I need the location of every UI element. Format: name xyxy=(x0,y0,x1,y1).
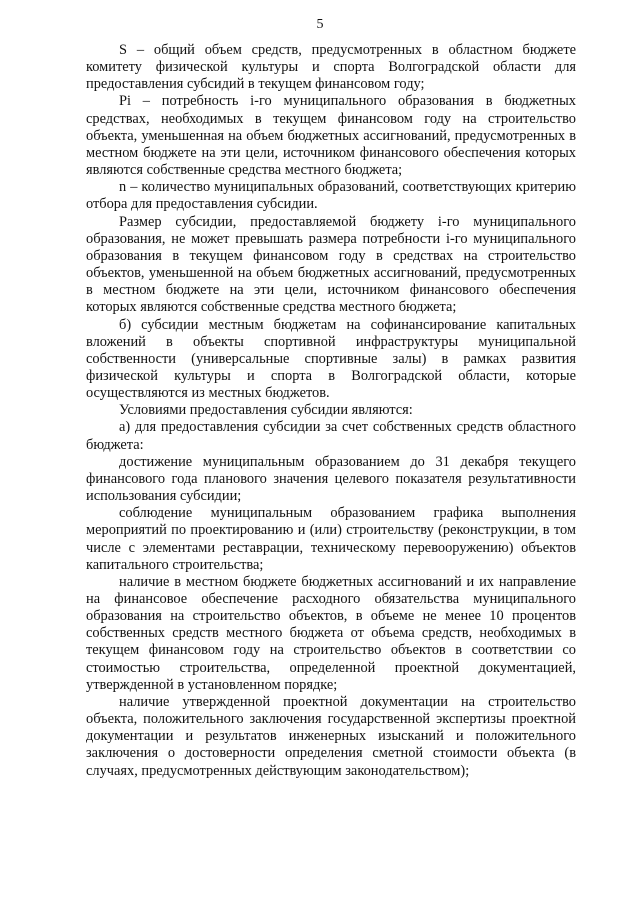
paragraph-condition-schedule: соблюдение муниципальным образованием графика выполнения мероприятий по проектированию и (или) строительству (реконструкции, в том числе с элементами реставрации, техническому перевооружению) объектов капитального строительства; xyxy=(86,505,576,573)
paragraph-pi-definition: Pi – потребность i-го муниципального образования в бюджетных средствах, необходимых в текущем финансовом году на строительство объекта, уменьшенная на объем бюджетных ассигнований, предусмотренных в местном бюджете на эти цели, источником финансового обеспечения которых являются собственные средства местного бюджета; xyxy=(86,93,576,179)
paragraph-condition-documentation: наличие утвержденной проектной документации на строительство объекта, положительного заключения государственной экспертизы проектной документации и результатов инженерных изысканий и положительного заключения о достоверности определения сметной стоимости объекта (в случаях, предусмотренных действующим законодательством); xyxy=(86,693,576,779)
paragraph-conditions-heading: Условиями предоставления субсидии являются: xyxy=(119,402,413,419)
paragraph-n-definition: n – количество муниципальных образований, соответствующих критерию отбора для предоставления субсидии. xyxy=(86,179,576,213)
paragraph-item-a: а) для предоставления субсидии за счет собственных средств областного бюджета: xyxy=(86,419,576,453)
paragraph-subsidy-size: Размер субсидии, предоставляемой бюджету i-го муниципального образования, не может превышать размера потребности i-го муниципального образования в текущем финансовом году в средствах на строительство объектов, уменьшенной на объем бюджетных ассигнований, предусмотренных в местном бюджете на эти цели, источником финансового обеспечения которых являются собственные средства местного бюджета; xyxy=(86,213,576,316)
paragraph-item-b: б) субсидии местным бюджетам на софинансирование капитальных вложений в объекты спортивной инфраструктуры муниципальной собственности (универсальные спортивные залы) в рамках развития физической культуры и спорта в Волгоградской области, которые осуществляются из местных бюджетов. xyxy=(86,316,576,402)
paragraph-condition-target: достижение муниципальным образованием до 31 декабря текущего финансового года планового значения целевого показателя результативности использования субсидии; xyxy=(86,453,576,505)
paragraph-condition-budget: наличие в местном бюджете бюджетных ассигнований и их направление на финансовое обеспечение расходного обязательства муниципального образования на строительство объектов, в объеме не менее 10 процентов собственных средств местного бюджета от объема средств, необходимых в текущем финансовом году на строительство объектов в соответствии со стоимостью строительства, определенной проектной документацией, утвержденной в установленном порядке; xyxy=(86,573,576,693)
document-body xyxy=(86,42,576,780)
page-number: 5 xyxy=(316,17,324,32)
paragraph-s-definition: S – общий объем средств, предусмотренных в областном бюджете комитету физической культуры и спорта Волгоградской области для предоставления субсидий в текущем финансовом году; xyxy=(86,42,576,93)
